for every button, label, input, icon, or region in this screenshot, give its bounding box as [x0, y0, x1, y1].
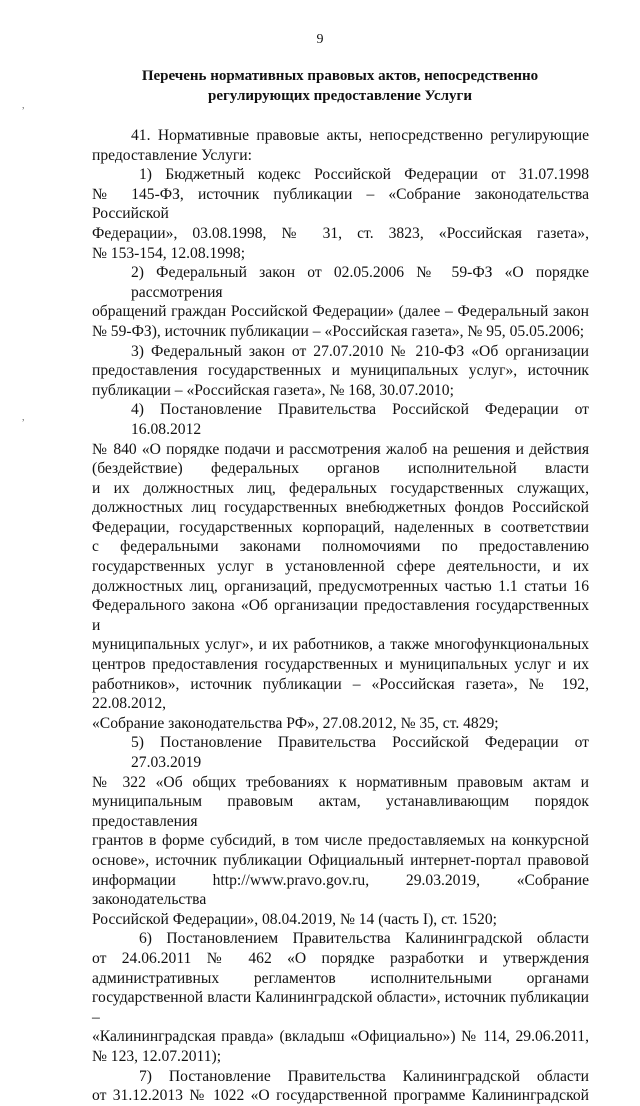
text-line: (бездействие) федеральных органов исполнительной власти — [92, 460, 589, 478]
text-line: № 145-ФЗ, источник публикации – «Собрание законодательства Российской — [92, 185, 589, 223]
text-line: предоставление Услуги: — [92, 146, 252, 164]
text-line: государственной власти Калининградской области», источник публикации – — [92, 989, 589, 1026]
text-line: предоставления государственных и муниципальных услуг», источник — [92, 362, 589, 380]
text-line: информации http://www.pravo.gov.ru, 29.03.2019, «Собрание законодательства — [92, 871, 589, 909]
text-line: Российской Федерации», 08.04.2019, № 14 (часть I), ст. 1520; — [92, 910, 497, 928]
text-line: «Калининградская правда» (вкладыш «Официально») № 114, 29.06.2011, — [92, 1028, 589, 1046]
text-line: от 24.06.2011 № 462 «О порядке разработки и утверждения — [92, 949, 589, 967]
text-line: № 153-154, 12.08.1998; — [92, 244, 246, 262]
text-line: грантов в форме субсидий, в том числе предоставляемых на конкурсной — [92, 832, 589, 850]
page-number: 9 — [316, 32, 324, 47]
text-line: Федерального закона «Об организации предоставления государственных и — [92, 597, 589, 634]
text-line: 3) Федеральный закон от 27.07.2010 № 210-ФЗ «Об организации — [131, 342, 589, 360]
text-line: от 31.12.2013 № 1022 «О государственной программе Калининградской — [92, 1087, 589, 1105]
text-line: 1) Бюджетный кодекс Российской Федерации от 31.07.1998 — [139, 166, 589, 184]
section-title-line-2: регулирующих предоставление Услуги — [208, 88, 472, 104]
text-line: № 840 «О порядке подачи и рассмотрения жалоб на решения и действия — [92, 440, 589, 458]
margin-mark: , — [22, 412, 25, 423]
text-line: № 59-ФЗ), источник публикации – «Российская газета», № 95, 05.05.2006; — [92, 322, 585, 340]
text-line: 41. Нормативные правовые акты, непосредственно регулирующие — [131, 127, 589, 144]
text-line: обращений граждан Российской Федерации» (далее – Федеральный закон — [92, 303, 589, 321]
text-line: центров предоставления государственных и муниципальных услуг и их — [92, 656, 589, 674]
text-line: 2) Федеральный закон от 02.05.2006 № 59-ФЗ «О порядке рассмотрения — [131, 264, 589, 301]
text-line: должностных лиц государственных внебюджетных фондов Российской — [92, 499, 589, 517]
text-line: 4) Постановление Правительства Российской Федерации от 16.08.2012 — [131, 401, 589, 438]
text-line: муниципальных услуг», и их работников, а также многофункциональных — [92, 636, 589, 654]
section-title — [120, 66, 560, 106]
text-line: № 322 «Об общих требованиях к нормативным правовым актам и — [92, 773, 589, 791]
section-title-line-1: Перечень нормативных правовых актов, непосредственно — [141, 68, 539, 84]
text-line: с федеральными законами полномочиями по предоставлению — [92, 538, 589, 556]
text-line: государственных услуг в установленной сфере деятельности, и их — [92, 558, 589, 576]
text-line: Федерации, государственных корпораций, наделенных в соответствии — [92, 518, 589, 536]
text-line: 5) Постановление Правительства Российской Федерации от 27.03.2019 — [131, 734, 589, 771]
text-line: должностных лиц, организаций, предусмотренных частью 1.1 статьи 16 — [92, 577, 589, 595]
text-line: и их должностных лиц, федеральных государственных служащих, — [92, 479, 589, 497]
text-line: административных регламентов исполнительными органами — [92, 969, 589, 987]
text-line: основе», источник публикации Официальный интернет-портал правовой — [92, 851, 589, 869]
text-line: № 123, 12.07.2011); — [92, 1047, 222, 1065]
margin-mark: , — [22, 100, 25, 111]
text-line: работников», источник публикации – «Российская газета», № 192, 22.08.2012, — [92, 675, 589, 713]
text-line: 6) Постановлением Правительства Калининградской области — [139, 930, 589, 948]
text-line: 7) Постановление Правительства Калининградской области — [139, 1067, 589, 1085]
document-body — [92, 126, 589, 1106]
text-line: муниципальным правовым актам, устанавливающим порядок предоставления — [92, 793, 589, 830]
text-line: Федерации», 03.08.1998, № 31, ст. 3823, «Российская газета», — [92, 224, 589, 242]
text-line: публикации – «Российская газета», № 168, 30.07.2010; — [92, 381, 454, 399]
text-line: «Собрание законодательства РФ», 27.08.2012, № 35, ст. 4829; — [92, 714, 499, 732]
